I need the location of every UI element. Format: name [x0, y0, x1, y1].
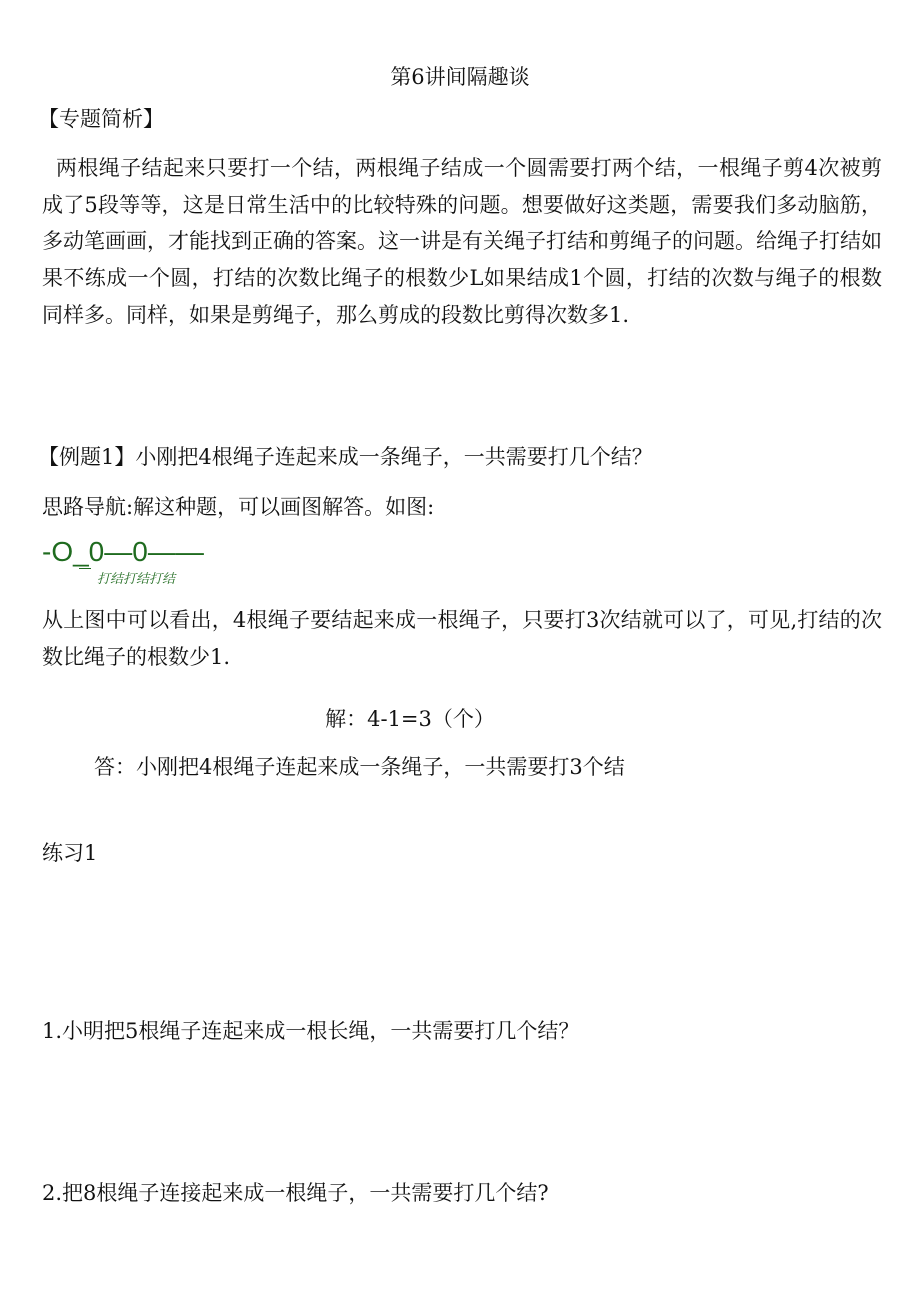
practice-heading: 练习1	[42, 841, 98, 865]
knot-marker	[79, 568, 91, 569]
rope-diagram	[42, 534, 282, 594]
intro-paragraph: 两根绳子结起来只要打一个结，两根绳子结成一个圆需要打两个结，一根绳子剪4次被剪成了5段等等，这是日常生活中的比较特殊的问题。想要做好这类题，需要我们多动脑筋，多动笔画画，才能找到正确的答案。这一讲是有关绳子打结和剪绳子的问题。给绳子打结如果不练成一个圆，打结的次数比绳子的根数少L如果结成1个圆，打结的次数与绳子的根数同样多。同样，如果是剪绳子，那么剪成的段数比剪得次数多1.	[42, 156, 882, 327]
page-title: 第6讲间隔趣谈	[390, 65, 530, 89]
knot-labels: 打结打结打结	[97, 572, 176, 587]
example-1-question: 【例题1】小刚把4根绳子连起来成一条绳子，一共需要打几个结？	[38, 445, 653, 469]
practice-question-1: 1.小明把5根绳子连起来成一根长绳，一共需要打几个结？	[42, 1019, 580, 1043]
example-1-explanation: 从上图中可以看出，4根绳子要结起来成一根绳子，只要打3次结就可以了，可见,打结的次数比绳子的根数少1.	[42, 608, 882, 669]
example-1-answer: 答：小刚把4根绳子连起来成一条绳子，一共需要打3个结	[94, 755, 625, 779]
section-heading: 【专题简析】	[38, 107, 164, 131]
example-1-hint: 思路导航:解这种题，可以画图解答。如图:	[42, 495, 435, 519]
practice-question-2: 2.把8根绳子连接起来成一根绳子，一共需要打几个结?	[42, 1181, 549, 1205]
example-1-solution: 解：4-1=3（个）	[325, 707, 495, 731]
rope-drawing: -O_0—0——	[42, 536, 204, 567]
